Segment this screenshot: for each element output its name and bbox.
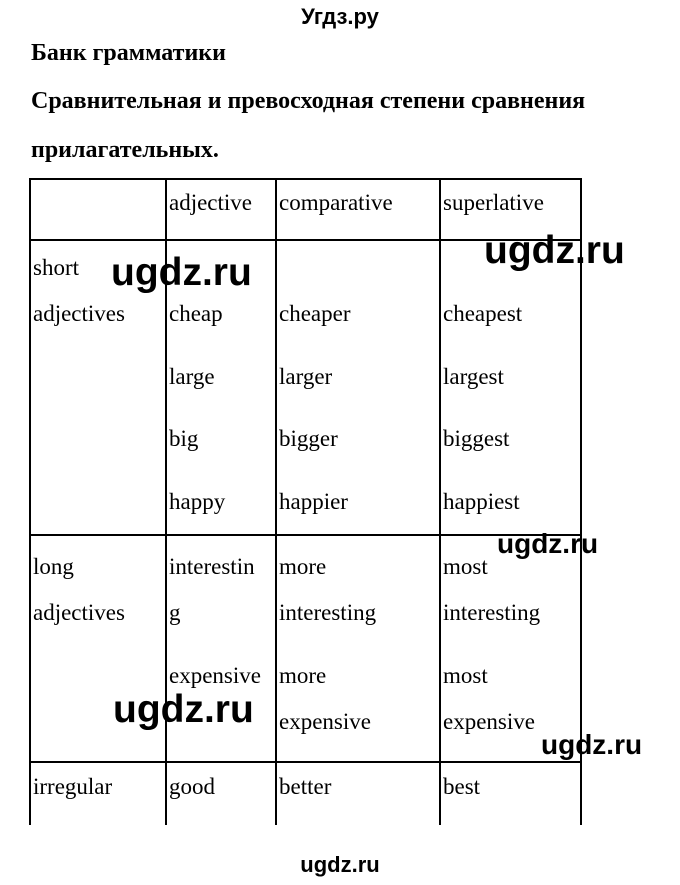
expensive-superlative-most: most (443, 663, 488, 688)
expensive-comparative-more: more (279, 663, 327, 688)
good-comparative: better (279, 774, 332, 799)
cheap-superlative: cheapest (443, 301, 523, 326)
large-comparative: larger (279, 364, 333, 389)
long-label-line-2: adjectives (33, 600, 125, 625)
table-border-left (29, 178, 31, 825)
big-superlative: biggest (443, 426, 510, 451)
long-label-line-1: long (33, 554, 74, 579)
topic-title-line-1: Сравнительная и превосходная степени сравнения (31, 88, 586, 114)
header-superlative: superlative (443, 190, 544, 215)
site-header: Угдз.ру (301, 4, 379, 29)
watermark: ugdz.ru (484, 229, 625, 272)
big-comparative: bigger (279, 426, 338, 451)
expensive-comparative-word: expensive (279, 709, 371, 734)
interesting-adjective-part-2: g (169, 600, 181, 625)
short-label-line-1: short (33, 255, 79, 280)
large-adjective: large (169, 364, 215, 389)
good-superlative: best (443, 774, 481, 799)
interesting-comparative-more: more (279, 554, 327, 579)
header-comparative: comparative (279, 190, 393, 215)
watermark: ugdz.ru (111, 251, 252, 294)
table-border-right (580, 178, 582, 825)
interesting-adjective-part-1: interestin (169, 554, 255, 579)
watermark: ugdz.ru (497, 528, 599, 559)
irregular-label: irregular (33, 774, 113, 799)
table-border-top (29, 178, 582, 180)
happy-superlative: happiest (443, 489, 520, 514)
expensive-adjective: expensive (169, 663, 261, 688)
happy-comparative: happier (279, 489, 348, 514)
good-adjective: good (169, 774, 215, 799)
large-superlative: largest (443, 364, 504, 389)
header-adjective: adjective (169, 190, 253, 215)
interesting-comparative-word: interesting (279, 600, 377, 625)
short-label-line-2: adjectives (33, 301, 125, 326)
table-row-divider-3 (29, 761, 582, 763)
footer-site: ugdz.ru (300, 852, 380, 877)
expensive-superlative-word: expensive (443, 709, 535, 734)
section-title: Банк грамматики (31, 40, 226, 66)
cheap-adjective: cheap (169, 301, 223, 326)
big-adjective: big (169, 426, 199, 451)
cheap-comparative: cheaper (279, 301, 351, 326)
topic-title-line-2: прилагательных. (31, 137, 219, 163)
table-divider-3 (439, 178, 441, 825)
watermark: ugdz.ru (113, 688, 254, 731)
watermark: ugdz.ru (541, 729, 643, 760)
interesting-superlative-most: most (443, 554, 488, 579)
table-divider-2 (275, 178, 277, 825)
interesting-superlative-word: interesting (443, 600, 541, 625)
happy-adjective: happy (169, 489, 226, 514)
